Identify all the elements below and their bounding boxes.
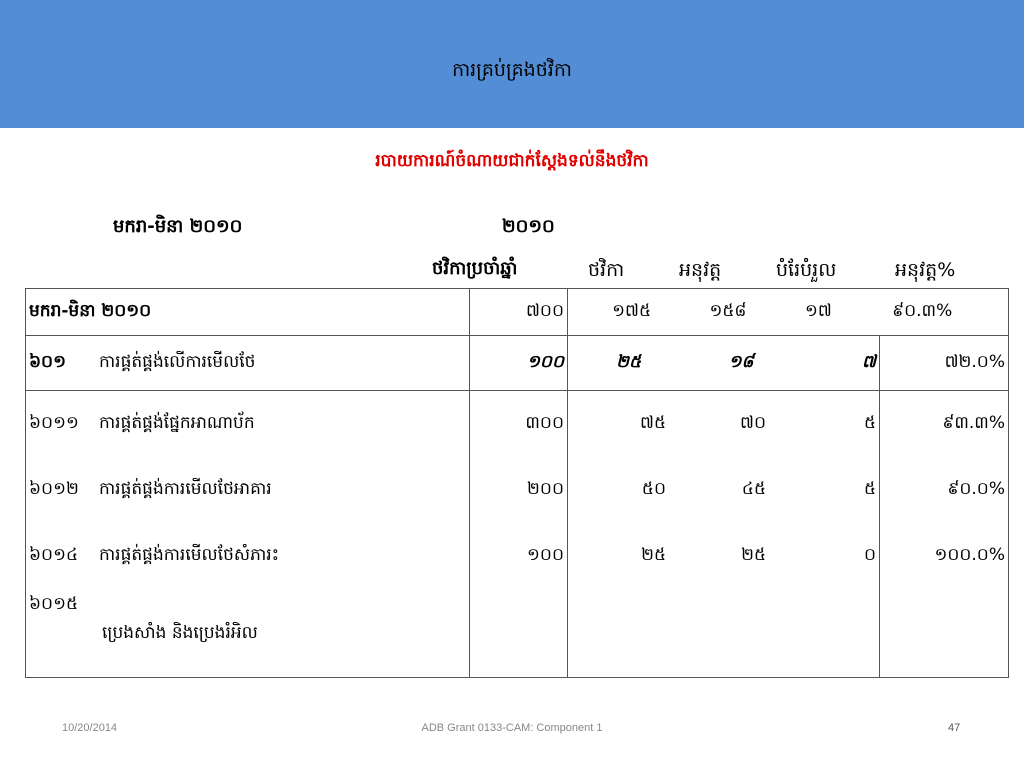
annual-cell: ៧០០ [470,289,568,336]
header-variance: បំរែបំរួល [776,259,837,281]
actual-cell: ៤៥ [741,478,766,499]
footer-center-text: ADB Grant 0133-CAM: Component 1 [421,722,603,734]
report-subtitle: របាយការណ៍ចំណាយជាក់ស្តែងទល់នឹងថវិកា [375,151,649,171]
row-label-cell [26,336,470,391]
pct-cell: ៩៣.៣% [880,391,1009,458]
account-code: ៦០១២ [29,478,79,499]
figures-cell [568,289,1009,336]
header-annual-budget: ថវិកាប្រចាំឆ្នាំ [432,258,518,279]
actual-cell: ១៥៨ [709,300,747,321]
figures-cell [568,589,880,678]
actual-cell: ១៨ [728,351,754,372]
pct-cell: ៩០.០% [880,457,1009,523]
account-code: ៦០១៤ [29,544,78,565]
row-label-cell [26,457,470,523]
annual-cell: ១០០ [470,336,568,391]
row-label: មករា-មិនា ២០១០ [26,289,470,336]
actual-cell: ៧០ [740,412,766,433]
header-actual-pct: អនុវត្ត% [895,259,956,281]
pct-cell: ១០០.០% [880,523,1009,589]
budget-cell: ៥០ [641,478,666,499]
actual-cell: ២៥ [741,544,766,565]
figures-cell [568,457,880,523]
budget-table [25,288,1009,678]
row-label-cell [26,589,470,678]
table-row [26,457,1009,523]
figures-cell [568,336,880,391]
row-label: ការផ្គត់ផ្គង់ការមើលថែសំភារះ [99,544,280,565]
header-budget: ថវិកា [588,259,625,281]
annual-cell: ១០០ [470,523,568,589]
row-label: ការផ្គត់ផ្គង់ផ្នែកអាណាប័ក [99,412,255,433]
variance-cell: ៧ [862,351,876,372]
pct-cell: ៧២.០% [880,336,1009,391]
slide-title: ការគ្រប់គ្រងថវិកា [452,59,572,81]
variance-cell: ០ [863,544,876,565]
row-label: ការផ្គត់ផ្គង់ការមើលថែអាគារ [99,478,272,499]
footer-date: 10/20/2014 [62,722,118,734]
budget-cell: ៧៥ [640,412,666,433]
page-number: 47 [948,722,961,734]
annual-cell: ២០០ [470,457,568,523]
row-label: ការផ្គត់ផ្គង់លើការមើលថែ [99,351,256,372]
variance-cell: ១៧ [805,300,832,321]
figures-cell [568,391,880,458]
pct-cell [880,589,1009,678]
table-row [26,336,1009,391]
header-actual: អនុវត្ត [679,259,722,281]
annual-cell [470,589,568,678]
row-label-cell [26,523,470,589]
account-code: ៦០១៥ [29,594,78,614]
figures-cell [568,523,880,589]
table-row [26,391,1009,458]
budget-cell: ២៥ [641,544,666,565]
account-code: ៦០១ [29,351,66,372]
row-label-cell [26,391,470,458]
variance-cell: ៥ [863,478,876,499]
pct-cell: ៩០.៣% [892,300,953,321]
table-row [26,289,1009,336]
table-row [26,589,1009,678]
row-label: ប្រេងសាំង និងប្រេងរំអិល [102,623,258,643]
title-banner [0,0,1024,128]
header-period: មករា-មិនា ២០១០ [113,216,243,237]
budget-cell: ១៧៥ [612,300,651,321]
table-row [26,523,1009,589]
budget-cell: ២៥ [616,351,641,372]
header-year: ២០១០ [502,216,555,237]
account-code: ៦០១១ [29,412,79,433]
variance-cell: ៥ [863,412,876,433]
annual-cell: ៣០០ [470,391,568,458]
